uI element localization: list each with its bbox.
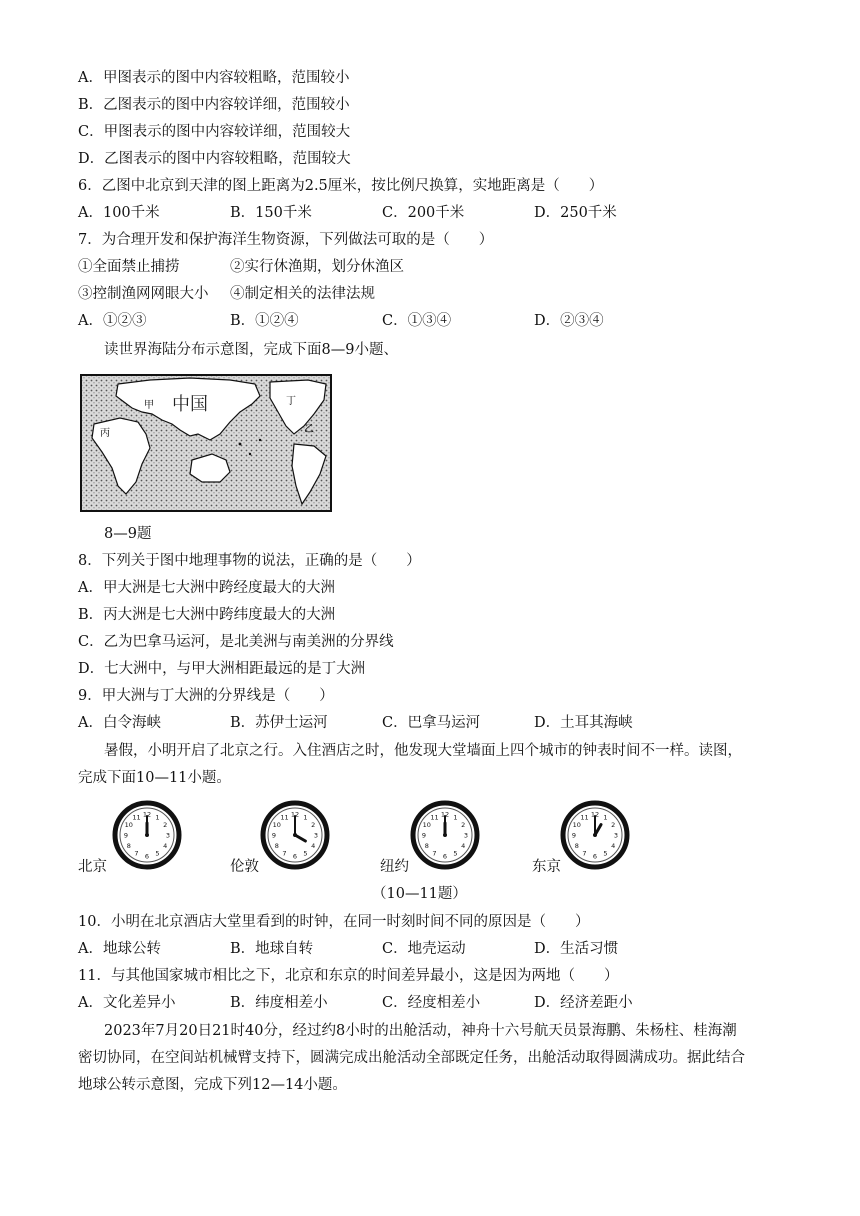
q9-stem: 9．甲大洲与丁大洲的分界线是（ ） [78,688,334,704]
q8-option-d: D．七大洲中，与甲大洲相距最远的是丁大洲 [78,661,366,677]
clock-numeral: 3 [165,831,171,840]
intro-10-11-line2: 完成下面10—11小题。 [78,770,231,786]
clock-numeral: 12 [290,810,300,819]
clock-numeral: 6 [292,852,298,861]
clock-numeral: 12 [590,810,600,819]
clock-numeral: 9 [571,831,577,840]
clock-numeral: 5 [453,849,458,858]
q8-option-a: A．甲大洲是七大洲中跨经度最大的大洲 [78,580,335,596]
clock-numeral: 8 [126,842,131,850]
q7-item-4: ④制定相关的法律法规 [230,286,375,302]
q9-option-b: B．苏伊士运河 [230,715,328,731]
q6-option-a: A．100千米 [78,205,160,221]
clock-numeral: 5 [303,849,308,858]
clock-numeral: 10 [272,821,281,829]
q8-option-b: B．丙大洲是七大洲中跨纬度最大的大洲 [78,607,336,623]
clock-newyork [410,800,480,870]
clock-numeral: 1 [603,813,608,822]
map-label-jia: 甲 [144,400,154,411]
clock-numeral: 4 [611,842,616,850]
clock-numeral: 10 [124,821,133,829]
clock-numeral: 2 [611,821,616,829]
clock-numeral: 3 [313,831,319,840]
city-label-newyork: 纽约 [380,859,409,875]
city-label-beijing: 北京 [78,859,107,875]
city-label-tokyo: 东京 [532,859,561,875]
q8-stem: 8．下列关于图中地理事物的说法，正确的是（ ） [78,553,421,569]
q11-option-a: A．文化差异小 [78,995,176,1011]
q10-option-c: C．地壳运动 [382,941,466,957]
q6-option-d: D．250千米 [534,205,617,221]
clock-numeral: 6 [442,852,448,861]
q5-option-a: A．甲图表示的图中内容较粗略，范围较小 [78,70,350,86]
q8-option-c: C．乙为巴拿马运河，是北美洲与南美洲的分界线 [78,634,394,650]
caption-10-11: （10—11题） [372,886,467,902]
q7-item-3: ③控制渔网网眼大小 [78,286,209,302]
clock-numeral: 5 [603,849,608,858]
world-map [80,374,332,512]
clock-numeral: 6 [592,852,598,861]
clock-numeral: 12 [142,810,152,819]
clock-beijing [112,800,182,870]
clock-numeral: 6 [144,852,150,861]
q10-option-d: D．生活习惯 [534,941,619,957]
intro-12-14-line1: 2023年7月20日21时40分，经过约8小时的出舱活动，神舟十六号航天员景海鹏、朱杨柱、桂海潮 [104,1023,737,1039]
clock-numeral: 4 [461,842,466,850]
q6-option-c: C．200千米 [382,205,465,221]
clock-center [443,833,447,837]
clock-numeral: 9 [271,831,277,840]
intro-12-14-line3: 地球公转示意图，完成下列12—14小题。 [78,1077,347,1093]
q10-option-b: B．地球自转 [230,941,314,957]
q11-option-c: C．经度相差小 [382,995,481,1011]
q7-item-2: ②实行休渔期，划分休渔区 [230,259,404,275]
q10-option-a: A．地球公转 [78,941,161,957]
clock-numeral: 1 [155,813,160,822]
clock-numeral: 4 [163,842,168,850]
q11-stem: 11．与其他国家城市相比之下，北京和东京的时间差异最小，这是因为两地（ ） [78,968,619,984]
q11-option-b: B．纬度相差小 [230,995,328,1011]
clock-numeral: 2 [461,821,466,829]
clock-london [260,800,330,870]
clock-numeral: 7 [134,849,139,858]
clock-center [593,833,597,837]
intro-12-14-line2: 密切协同，在空间站机械臂支持下，圆满完成出舱活动全部既定任务，出舱活动取得圆满成功。据此结合 [78,1050,745,1066]
clock-numeral: 5 [155,849,160,858]
clock-numeral: 9 [421,831,427,840]
clock-numeral: 7 [282,849,287,858]
clock-numeral: 10 [572,821,581,829]
q11-option-d: D．经济差距小 [534,995,633,1011]
clock-numeral: 4 [311,842,316,850]
q7-option-a: A．①②③ [78,313,147,329]
clock-numeral: 11 [580,813,589,822]
q9-option-a: A．白令海峡 [78,715,161,731]
q5-option-d: D．乙图表示的图中内容较粗略，范围较大 [78,151,351,167]
clock-numeral: 7 [432,849,437,858]
clock-numeral: 2 [163,821,168,829]
clock-numeral: 1 [303,813,308,822]
map-glyph-jia: 中国 [172,394,208,415]
city-label-london: 伦敦 [230,859,259,875]
intro-10-11-line1: 暑假，小明开启了北京之行。入住酒店之时，他发现大堂墙面上四个城市的钟表时间不一样。读图， [104,743,742,759]
clock-numeral: 10 [422,821,431,829]
q6-option-b: B．150千米 [230,205,312,221]
q7-option-b: B．①②④ [230,313,299,329]
clock-numeral: 8 [274,842,279,850]
intro-8-9: 读世界海陆分布示意图，完成下面8—9小题、 [104,342,398,358]
caption-8-9: 8—9题 [104,526,152,542]
q7-option-d: D．②③④ [534,313,604,329]
clock-numeral: 8 [574,842,579,850]
clock-numeral: 3 [613,831,619,840]
clock-numeral: 12 [440,810,450,819]
clock-numeral: 2 [311,821,316,829]
clock-tokyo [560,800,630,870]
q5-option-c: C．甲图表示的图中内容较详细，范围较大 [78,124,351,140]
q7-option-c: C．①③④ [382,313,452,329]
q7-item-1: ①全面禁止捕捞 [78,259,180,275]
clock-numeral: 8 [424,842,429,850]
clock-center [293,833,297,837]
q7-stem: 7．为合理开发和保护海洋生物资源，下列做法可取的是（ ） [78,232,494,248]
clock-numeral: 11 [430,813,439,822]
q9-option-c: C．巴拿马运河 [382,715,481,731]
clock-numeral: 1 [453,813,458,822]
map-label-ding: 丁 [286,396,296,407]
clock-numeral: 3 [463,831,469,840]
clock-numeral: 11 [280,813,289,822]
q5-option-b: B．乙图表示的图中内容较详细，范围较小 [78,97,350,113]
clock-numeral: 9 [123,831,129,840]
clock-numeral: 7 [582,849,587,858]
q9-option-d: D．土耳其海峡 [534,715,633,731]
clock-center [145,833,149,837]
map-label-yi: 乙 [304,424,314,435]
q6-stem: 6．乙图中北京到天津的图上距离为2.5厘米，按比例尺换算，实地距离是（ ） [78,178,604,194]
q10-stem: 10．小明在北京酒店大堂里看到的时钟，在同一时刻时间不同的原因是（ ） [78,914,590,930]
map-label-bing: 丙 [100,428,110,439]
clock-numeral: 11 [132,813,141,822]
